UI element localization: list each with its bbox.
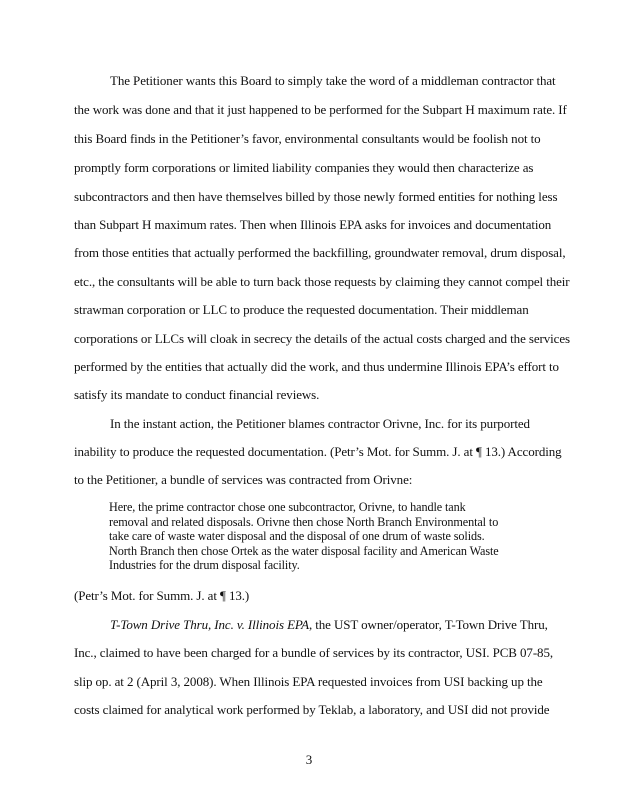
block-quote-line-4: North Branch then chose Ortek as the water disposal facility and American Waste bbox=[109, 543, 499, 558]
paragraph-1-line-5: subcontractors and then have themselves billed by those newly formed entities for nothing less bbox=[74, 189, 558, 204]
paragraph-3-line-3: slip op. at 2 (April 3, 2008). When Illinois EPA requested invoices from USI backing up the bbox=[74, 674, 543, 689]
paragraph-1-line-11: performed by the entities that actually did the work, and thus undermine Illinois EPA’s effort to bbox=[74, 359, 559, 374]
paragraph-2-line-1: In the instant action, the Petitioner blames contractor Orivne, Inc. for its purported bbox=[110, 416, 530, 431]
paragraph-1-line-7: from those entities that actually performed the backfilling, groundwater removal, drum disposal, bbox=[74, 245, 566, 260]
paragraph-1-line-10: corporations or LLCs will cloak in secrecy the details of the actual costs charged and the services bbox=[74, 331, 570, 346]
paragraph-1-line-1: The Petitioner wants this Board to simply take the word of a middleman contractor that bbox=[110, 73, 556, 88]
paragraph-2-line-3: to the Petitioner, a bundle of services was contracted from Orivne: bbox=[74, 472, 413, 487]
paragraph-3-line-4: costs claimed for analytical work performed by Teklab, a laboratory, and USI did not provide bbox=[74, 702, 550, 717]
paragraph-1-line-4: promptly form corporations or limited liability companies they would then characterize as bbox=[74, 160, 534, 175]
block-quote-line-3: take care of waste water disposal and the disposal of one drum of waste solids. bbox=[109, 529, 485, 544]
paragraph-1-line-8: etc., the consultants will be able to turn back those requests by claiming they cannot compel their bbox=[74, 274, 570, 289]
paragraph-1-line-12: satisfy its mandate to conduct financial reviews. bbox=[74, 387, 320, 402]
paragraph-3-line-1 bbox=[110, 617, 548, 632]
citation: (Petr’s Mot. for Summ. J. at ¶ 13.) bbox=[74, 588, 250, 603]
paragraph-2-line-2: inability to produce the requested documentation. (Petr’s Mot. for Summ. J. at ¶ 13.) According bbox=[74, 444, 562, 459]
page-number: 3 bbox=[305, 752, 313, 767]
paragraph-1-line-9: strawman corporation or LLC to produce the requested documentation. Their middleman bbox=[74, 302, 529, 317]
case-name: T-Town Drive Thru, Inc. v. Illinois EPA bbox=[110, 617, 309, 632]
block-quote bbox=[109, 500, 499, 573]
paragraph-1-line-3: this Board finds in the Petitioner’s favor, environmental consultants would be foolish not to bbox=[74, 131, 541, 146]
paragraph-3-line-2: Inc., claimed to have been charged for a bundle of services by its contractor, USI. PCB 07-85, bbox=[74, 645, 554, 660]
paragraph-1-line-6: than Subpart H maximum rates. Then when Illinois EPA asks for invoices and documentation bbox=[74, 217, 552, 232]
paragraph-3-line-1-rest: , the UST owner/operator, T-Town Drive Thru, bbox=[308, 617, 548, 632]
block-quote-line-2: removal and related disposals. Orivne then chose North Branch Environmental to bbox=[109, 514, 499, 529]
block-quote-line-5: Industries for the drum disposal facility. bbox=[109, 558, 300, 573]
block-quote-line-1: Here, the prime contractor chose one subcontractor, Orivne, to handle tank bbox=[109, 500, 466, 514]
paragraph-1-line-2: the work was done and that it just happened to be performed for the Subpart H maximum rate. If bbox=[74, 102, 567, 117]
